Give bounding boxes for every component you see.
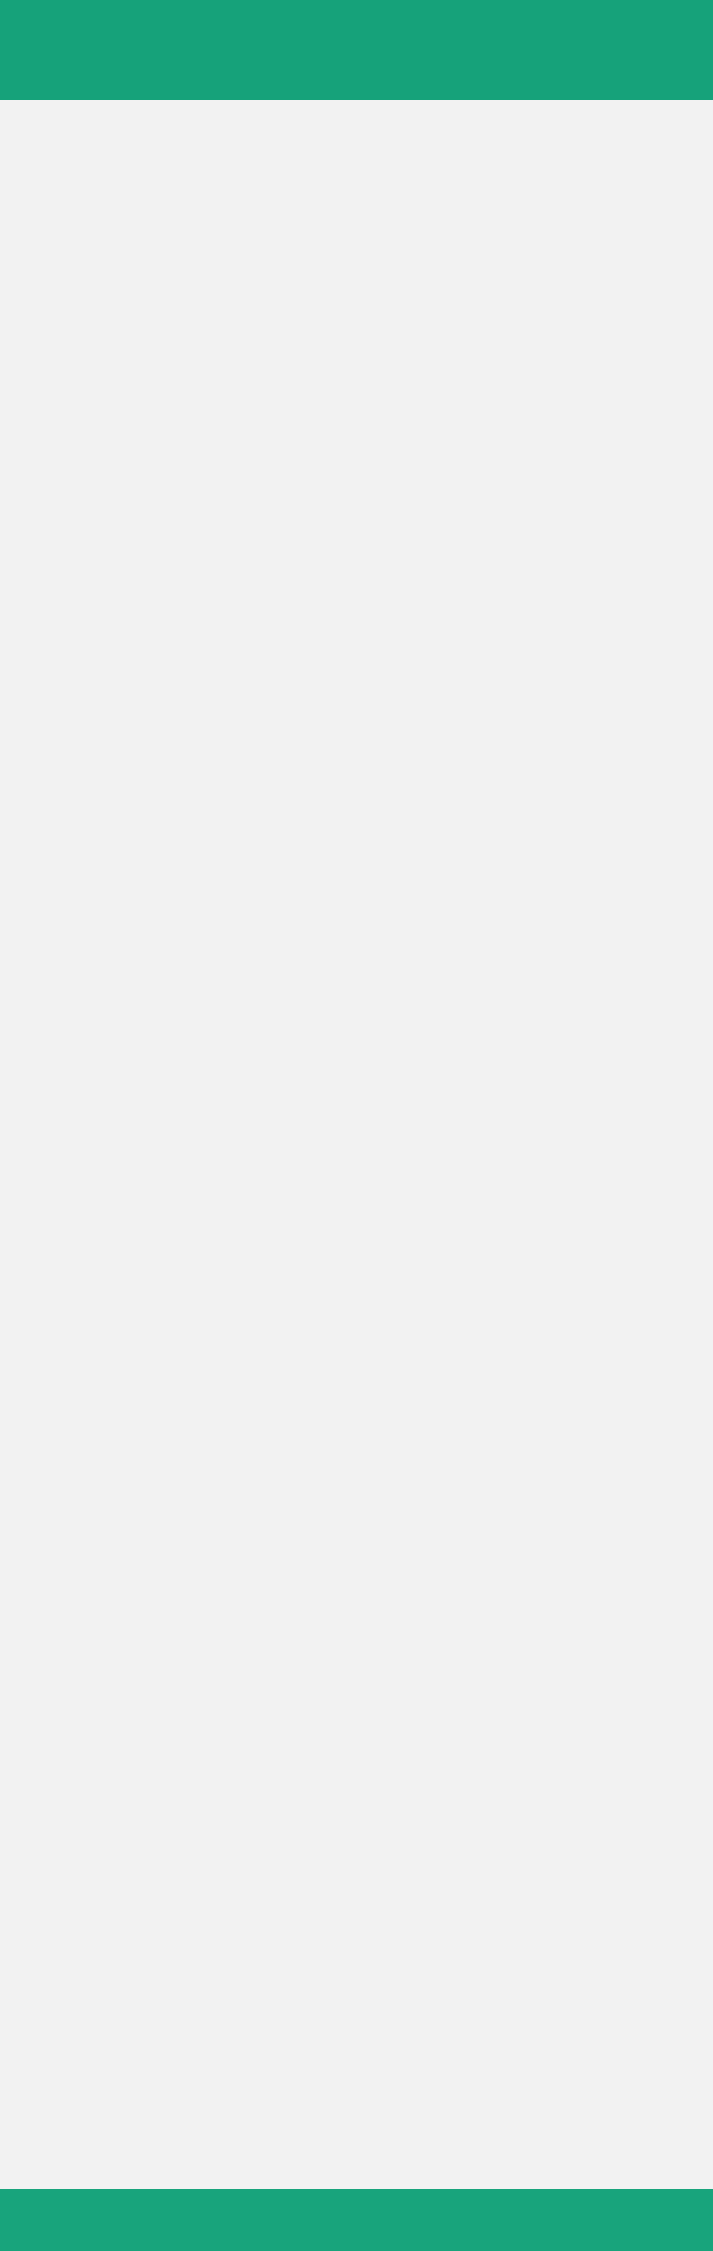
page-title <box>0 0 713 100</box>
footer-note <box>0 2189 713 2251</box>
